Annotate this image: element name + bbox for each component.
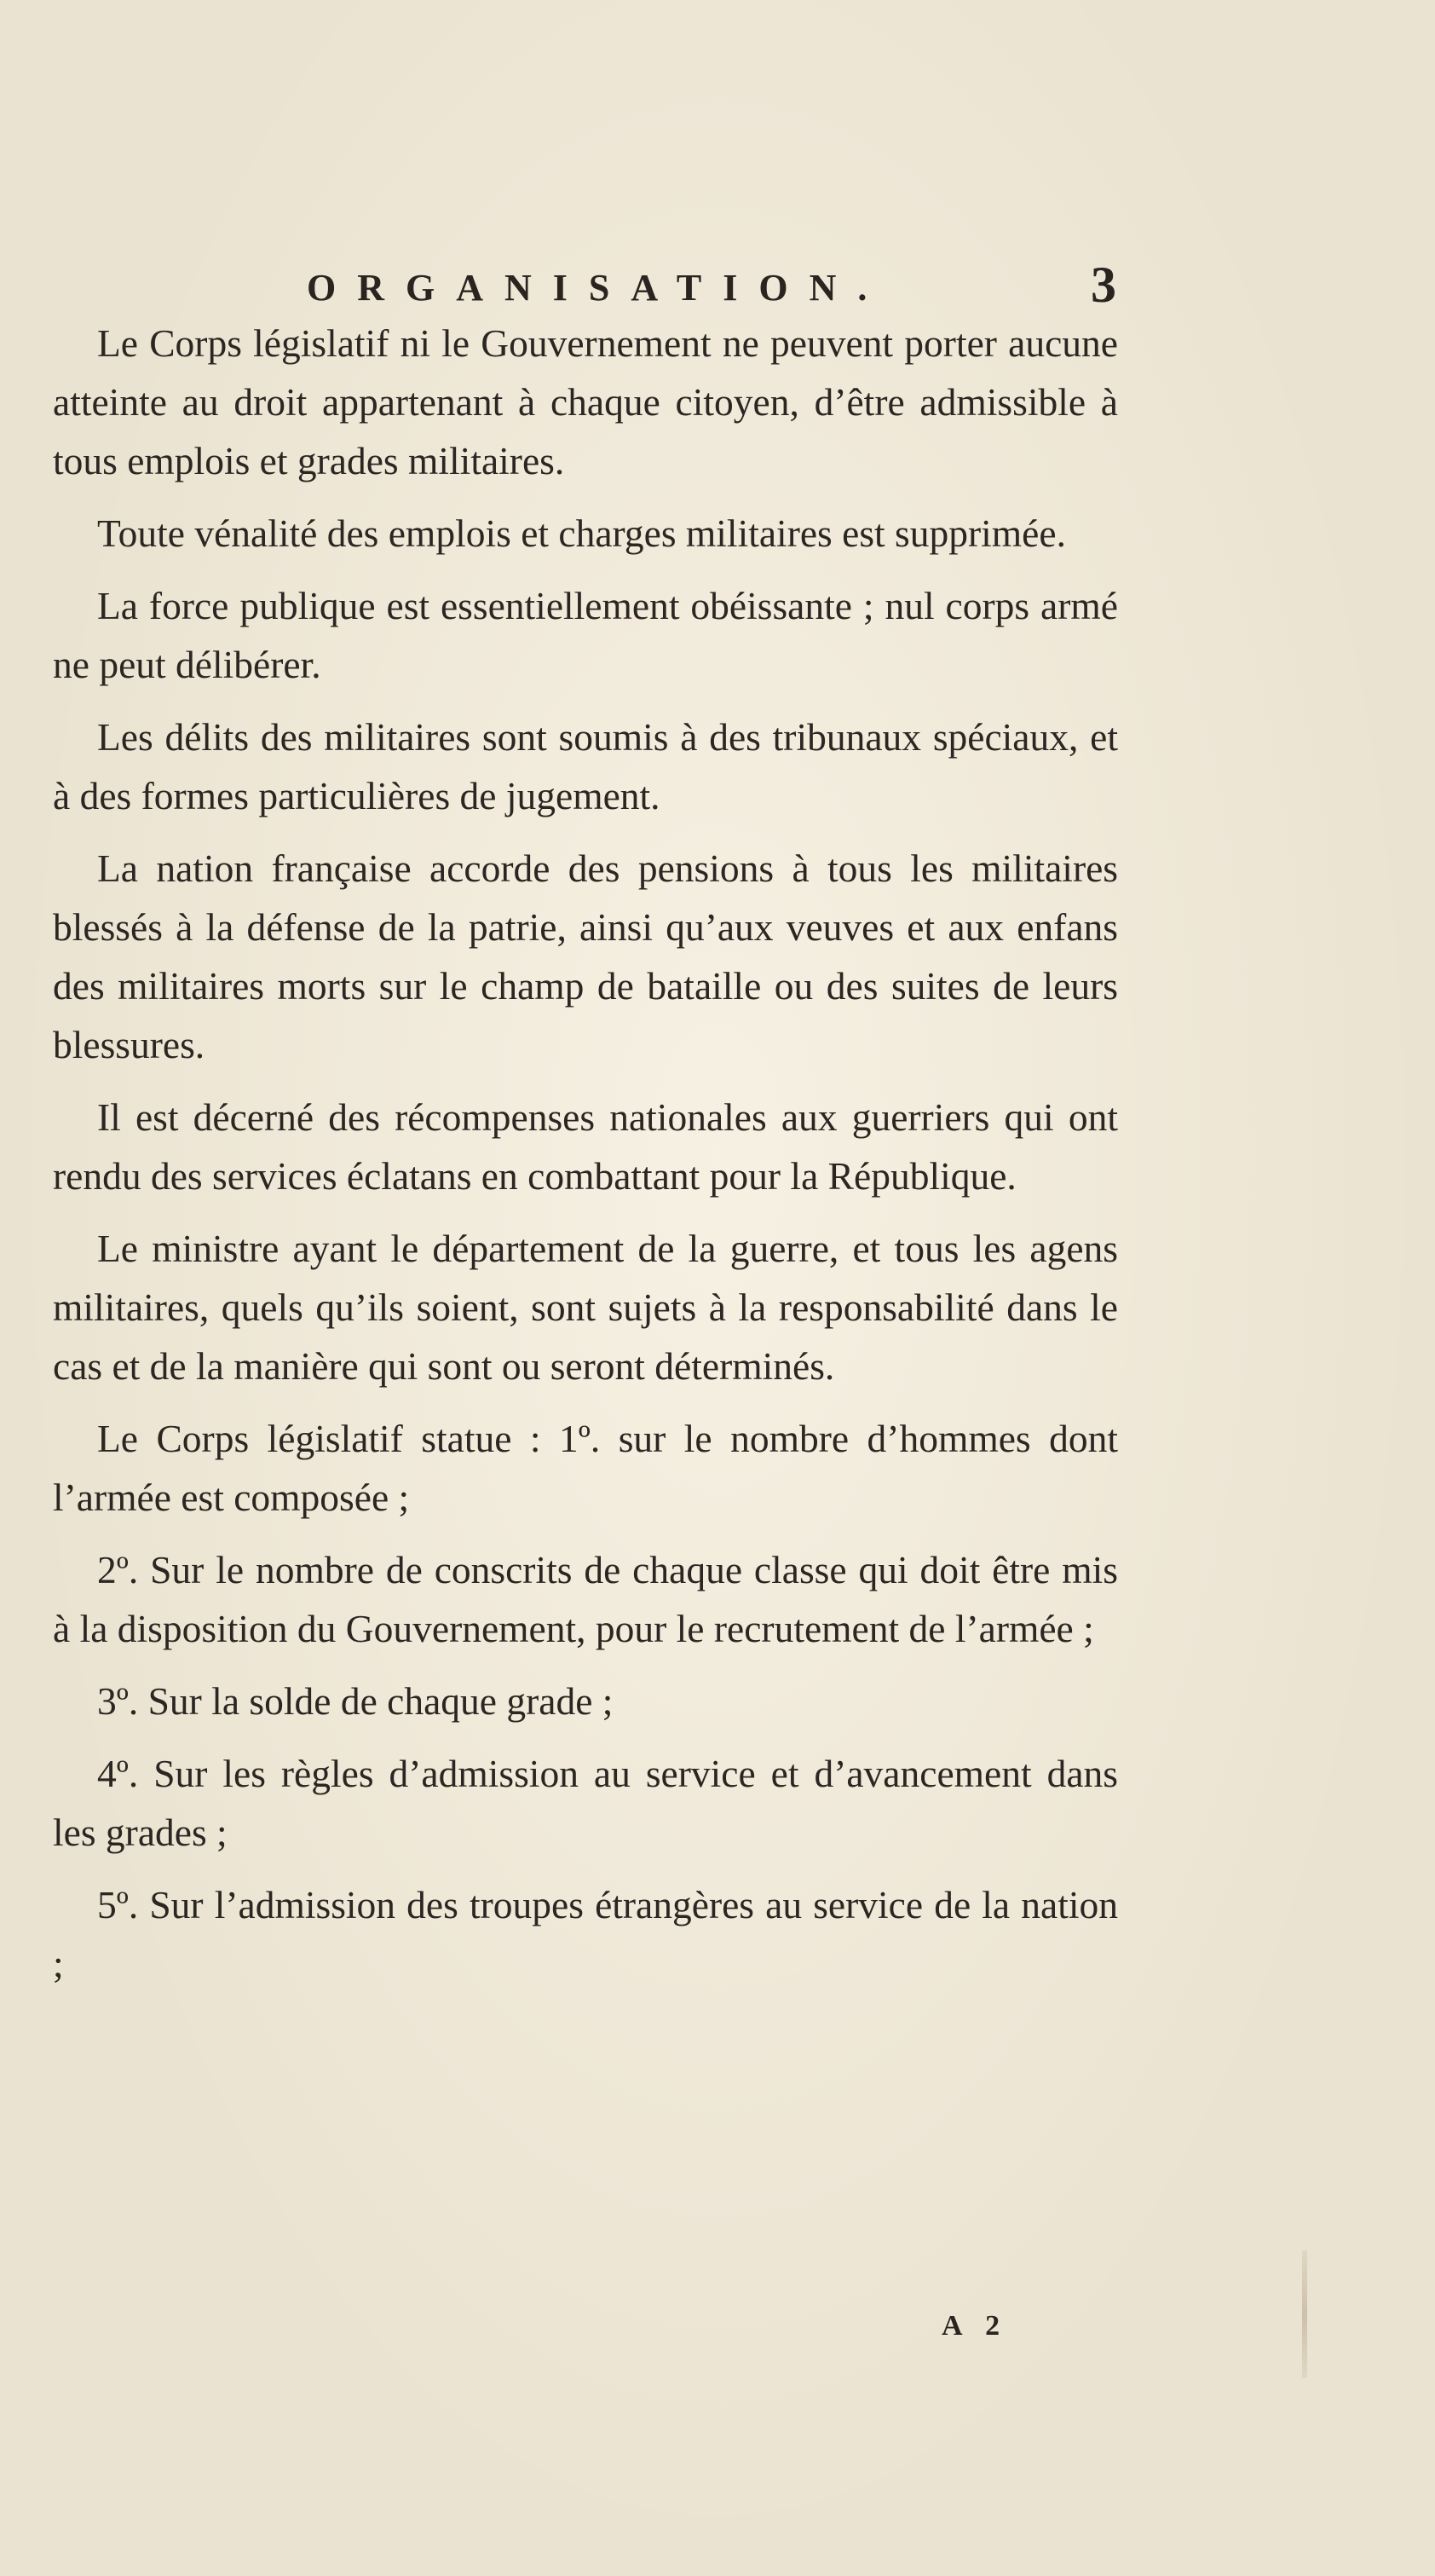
paragraph: 2º. Sur le nombre de conscrits de chaque classe qui doit être mis à la disposition du Gouvernement, pour le recrutement de l’armée ;: [53, 1548, 1118, 1650]
paragraph: La nation française accorde des pensions à tous les militaires blessés à la défense de la patrie, ainsi qu’aux veuves et aux enfans des militaires morts sur le champ de bataille ou des suites de leurs blessures.: [53, 846, 1118, 1066]
running-title: ORGANISATION.: [307, 267, 889, 309]
paragraph: Le ministre ayant le département de la guerre, et tous les agens militaires, quels qu’ils soient, sont sujets à la responsabilité dans le cas et de la manière qui sont ou seront déterminés.: [53, 1227, 1118, 1388]
paragraph: Le Corps législatif statue : 1º. sur le nombre d’hommes dont l’armée est composée ;: [53, 1417, 1118, 1519]
paragraph: Le Corps législatif ni le Gouvernement ne peuvent porter aucune atteinte au droit appartenant à chaque citoyen, d’être admissible à tous emplois et grades militaires.: [53, 321, 1118, 482]
paragraph: 4º. Sur les règles d’admission au service et d’avancement dans les grades ;: [53, 1752, 1118, 1854]
paragraph: 5º. Sur l’admission des troupes étrangères au service de la nation ;: [53, 1883, 1118, 1985]
body-text: [53, 314, 1118, 2007]
paragraph: Il est décerné des récompenses nationales aux guerriers qui ont rendu des services éclatans en combattant pour la République.: [53, 1095, 1118, 1198]
page-edge-mark: [1302, 2250, 1307, 2378]
paragraph: Toute vénalité des emplois et charges militaires est supprimée.: [97, 511, 1066, 555]
paragraph: 3º. Sur la solde de chaque grade ;: [97, 1679, 614, 1723]
paragraph: La force publique est essentiellement obéissante ; nul corps armé ne peut délibérer.: [53, 584, 1118, 686]
signature-mark: A 2: [942, 2310, 1009, 2342]
paragraph: Les délits des militaires sont soumis à des tribunaux spéciaux, et à des formes particulières de jugement.: [53, 715, 1118, 817]
page-number: 3: [1091, 257, 1116, 313]
